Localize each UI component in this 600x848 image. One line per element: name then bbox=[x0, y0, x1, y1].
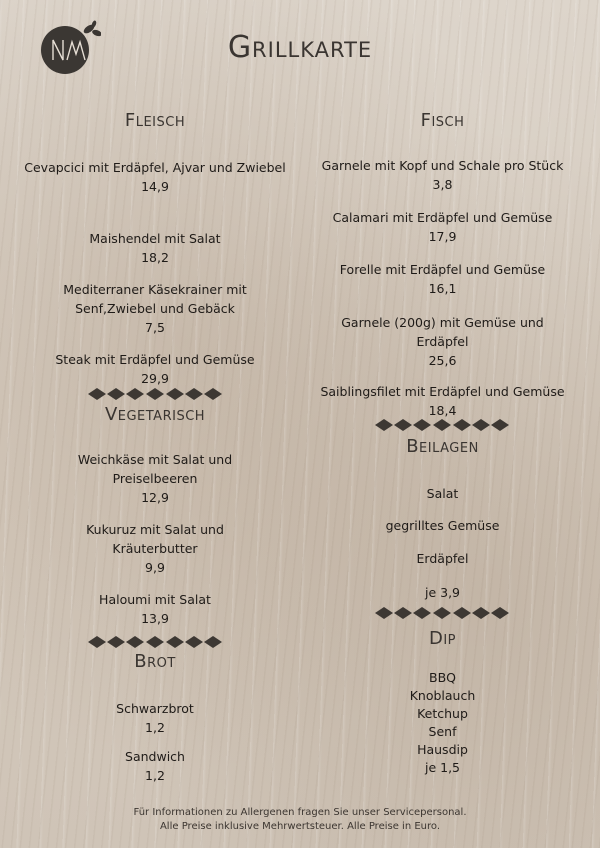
list-item: Senf bbox=[428, 724, 457, 739]
menu-item bbox=[20, 520, 290, 577]
item-name: Schwarzbrot bbox=[116, 701, 194, 716]
section-title-dip: Dip bbox=[428, 628, 457, 649]
item-price: 13,9 bbox=[141, 611, 169, 626]
footer-line: Alle Preise inklusive Mehrwertsteuer. Alle Preise in Euro. bbox=[159, 821, 441, 832]
item-name: Kukuruz mit Salat und Kräuterbutter bbox=[86, 522, 224, 556]
right-column bbox=[310, 0, 575, 848]
item-price: 17,9 bbox=[428, 229, 457, 244]
item-name: Steak mit Erdäpfel und Gemüse bbox=[55, 352, 255, 367]
section-title-fleisch: Fleisch bbox=[124, 110, 186, 131]
list-item: Hausdip bbox=[417, 742, 468, 757]
menu-item bbox=[20, 350, 290, 388]
item-name: Maishendel mit Salat bbox=[89, 231, 221, 246]
item-name: Weichkäse mit Salat und Preiselbeeren bbox=[77, 452, 233, 486]
divider bbox=[20, 387, 290, 401]
item-price: 25,6 bbox=[428, 353, 457, 368]
menu-item bbox=[20, 158, 290, 196]
footer-line: Für Informationen zu Allergenen fragen Sie unser Servicepersonal. bbox=[133, 807, 467, 818]
divider bbox=[310, 606, 575, 620]
menu-item bbox=[20, 229, 290, 267]
item-name: Saiblingsfilet mit Erdäpfel und Gemüse bbox=[320, 384, 565, 399]
section-title-vegetarisch: Vegetarisch bbox=[104, 404, 206, 425]
section-title-beilagen: Beilagen bbox=[406, 436, 479, 457]
item-price: 29,9 bbox=[141, 371, 169, 386]
section-title-brot: Brot bbox=[134, 651, 176, 672]
item-name: Haloumi mit Salat bbox=[99, 592, 211, 607]
menu-item bbox=[310, 382, 575, 420]
menu-item bbox=[310, 156, 575, 194]
menu-item bbox=[20, 747, 290, 785]
menu-item bbox=[20, 450, 290, 507]
item-price: 1,2 bbox=[145, 768, 165, 783]
item-name: Garnele mit Kopf und Schale pro Stück bbox=[321, 158, 564, 173]
item-name: Mediterraner Käsekrainer mit Senf,Zwiebel und Gebäck bbox=[63, 282, 247, 316]
menu-item bbox=[310, 260, 575, 298]
item-name: Sandwich bbox=[125, 749, 185, 764]
item-price: 1,2 bbox=[145, 720, 165, 735]
item-price: je 3,9 bbox=[424, 585, 461, 600]
item-name: Cevapcici mit Erdäpfel, Ajvar und Zwiebel bbox=[24, 160, 286, 175]
menu-item bbox=[310, 208, 575, 246]
item-price: 9,9 bbox=[145, 560, 165, 575]
item-name: Forelle mit Erdäpfel und Gemüse bbox=[339, 262, 546, 277]
list-item: Ketchup bbox=[417, 706, 468, 721]
page-title: Grillkarte bbox=[227, 30, 373, 65]
list-item: gegrilltes Gemüse bbox=[385, 518, 500, 533]
section-title-fisch: Fisch bbox=[420, 110, 465, 131]
item-price: je 1,5 bbox=[424, 760, 461, 775]
item-price: 18,4 bbox=[428, 403, 457, 418]
left-column bbox=[20, 0, 290, 848]
item-price: 3,8 bbox=[432, 177, 453, 192]
menu-item bbox=[20, 699, 290, 737]
menu-item bbox=[20, 590, 290, 628]
item-price: 18,2 bbox=[141, 250, 169, 265]
item-price: 14,9 bbox=[141, 179, 169, 194]
list-item: Erdäpfel bbox=[416, 551, 469, 566]
menu-item bbox=[20, 280, 290, 337]
divider bbox=[20, 635, 290, 649]
footer-note bbox=[0, 806, 600, 834]
menu-item bbox=[310, 313, 575, 370]
list-item: Salat bbox=[426, 486, 459, 501]
divider bbox=[310, 418, 575, 432]
item-price: 12,9 bbox=[141, 490, 169, 505]
item-price: 7,5 bbox=[145, 320, 165, 335]
list-item: Knoblauch bbox=[409, 688, 476, 703]
item-name: Calamari mit Erdäpfel und Gemüse bbox=[332, 210, 553, 225]
list-item: BBQ bbox=[429, 670, 456, 685]
item-name: Garnele (200g) mit Gemüse und Erdäpfel bbox=[341, 315, 544, 349]
item-price: 16,1 bbox=[428, 281, 457, 296]
